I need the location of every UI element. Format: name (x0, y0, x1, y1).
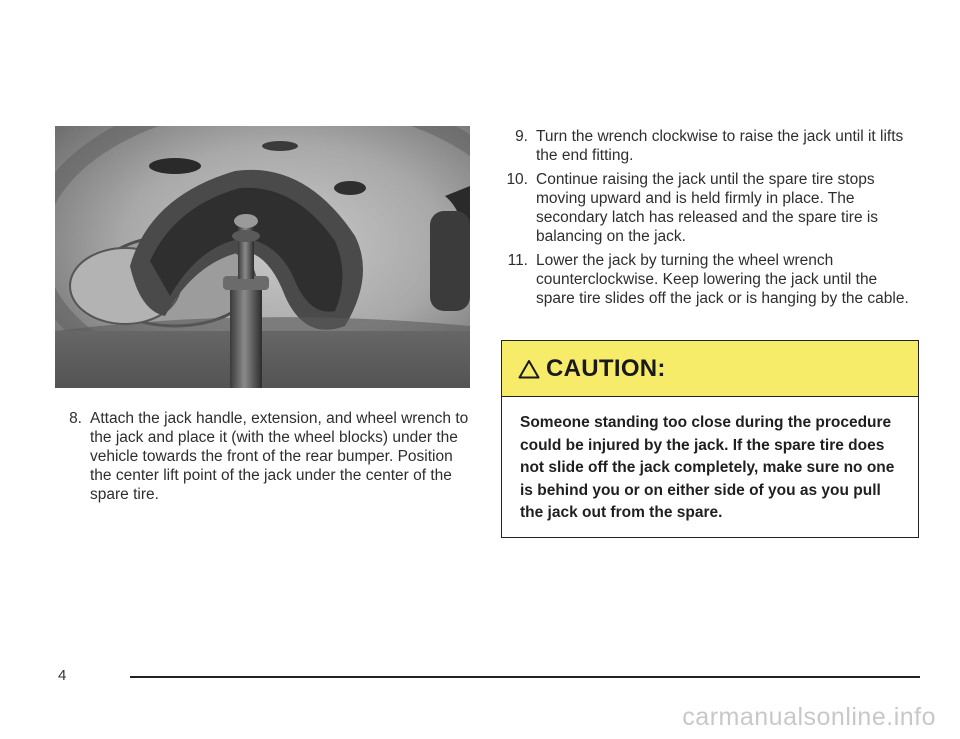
step-text: Turn the wrench clockwise to raise the jack until it lifts the end fitting. (536, 128, 904, 164)
step-number: 11. (507, 252, 528, 269)
caution-box (501, 340, 919, 538)
caution-text: Someone standing too close during the procedure could be injured by the jack. If the spare tire does not slide off the jack completely, make sure no one is behind you or on either side of you as you pull the jack out from the spare. (520, 414, 895, 521)
step-number: 8. (69, 410, 82, 427)
caution-title: CAUTION: (546, 354, 666, 382)
step-9 (502, 127, 914, 165)
step-text: Attach the jack handle, extension, and wheel wrench to the jack and place it (with the wheel blocks) under the vehicle towards the front of the rear bumper. Position the center lift point of the jack under the center of the spare tire. (90, 410, 469, 503)
step-text: Continue raising the jack until the spare tire stops moving upward and is held firmly in place. The secondary latch has released and the spare tire is balancing on the jack. (536, 171, 879, 245)
footer-rule (130, 676, 920, 678)
step-11 (502, 251, 914, 308)
caution-header (502, 341, 918, 397)
step-8 (56, 409, 474, 504)
step-number: 10. (506, 171, 528, 188)
warning-triangle-icon (518, 359, 540, 379)
photo-illustration (55, 126, 470, 388)
step-text: Lower the jack by turning the wheel wrench counterclockwise. Keep lowering the jack until the spare tire slides off the jack or is hanging by the cable. (536, 252, 909, 307)
jack-under-spare-tire-photo (55, 126, 470, 388)
watermark: carmanualsonline.info (682, 703, 936, 731)
page-number: 4 (58, 667, 67, 684)
step-10 (502, 170, 914, 246)
step-number: 9. (515, 128, 528, 145)
